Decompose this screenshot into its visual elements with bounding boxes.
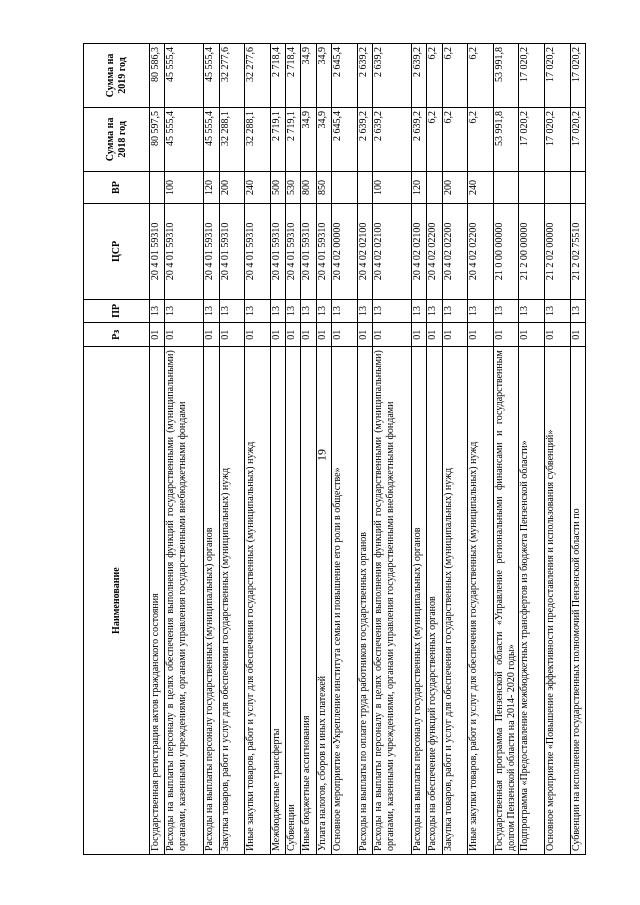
cell-sum-2018: 6,2: [442, 107, 468, 171]
cell-sum-2018: 34,9: [301, 107, 316, 171]
cell-pr: 13: [570, 299, 586, 323]
table-row: [165, 44, 204, 855]
cell-vr: 240: [245, 171, 271, 203]
cell-sum-2019: 6,2: [427, 44, 442, 108]
cell-sum-2019: 17 020,2: [570, 44, 586, 108]
cell-rz: 01: [493, 323, 519, 347]
table-row: [427, 44, 442, 855]
cell-rz: 01: [332, 323, 358, 347]
header-rz: Рз: [84, 323, 150, 347]
cell-sum-2018: 6,2: [468, 107, 494, 171]
cell-sum-2018: 2 645,4: [332, 107, 358, 171]
cell-sum-2018: 2 639,2: [357, 107, 372, 171]
cell-rz: 01: [286, 323, 301, 347]
cell-csr: 20 4 01 59310: [301, 204, 316, 299]
cell-sum-2018: 17 020,2: [544, 107, 570, 171]
cell-sum-2019: 17 020,2: [544, 44, 570, 108]
cell-rz: 01: [301, 323, 316, 347]
cell-sum-2019: 2 639,2: [373, 44, 412, 108]
table-row: [411, 44, 426, 855]
cell-pr: 13: [357, 299, 372, 323]
cell-vr: [332, 171, 358, 203]
cell-csr: 20 4 02 02100: [373, 204, 412, 299]
cell-csr: 20 4 01 59310: [270, 204, 285, 299]
cell-vr: [493, 171, 519, 203]
cell-vr: 240: [468, 171, 494, 203]
cell-csr: 21 2 02 00000: [544, 204, 570, 299]
cell-sum-2019: 2 645,4: [332, 44, 358, 108]
cell-vr: 850: [316, 171, 331, 203]
cell-vr: 200: [219, 171, 245, 203]
cell-pr: 13: [373, 299, 412, 323]
cell-sum-2018: 2 639,2: [411, 107, 426, 171]
table-row: [493, 44, 519, 855]
cell-csr: 20 4 01 59310: [286, 204, 301, 299]
cell-rz: 01: [411, 323, 426, 347]
cell-rz: 01: [373, 323, 412, 347]
cell-name: Основное мероприятие «Укрепление института семьи и повышение его роли в обществе»: [332, 347, 358, 855]
cell-sum-2018: 80 597,5: [150, 107, 165, 171]
cell-name: Иные закупки товаров, работ и услуг для обеспечения государственных (муниципальных) нужд: [468, 347, 494, 855]
cell-name: Расходы на обеспечение функций государственных органов: [427, 347, 442, 855]
cell-name: Межбюджетные трансферты: [270, 347, 285, 855]
header-pr: ПР: [84, 299, 150, 323]
cell-sum-2019: 45 555,4: [165, 44, 204, 108]
cell-sum-2018: 32 288,1: [245, 107, 271, 171]
cell-rz: 01: [427, 323, 442, 347]
cell-pr: 13: [316, 299, 331, 323]
cell-sum-2018: 17 020,2: [519, 107, 545, 171]
page-number: 19: [314, 449, 329, 461]
cell-vr: 100: [165, 171, 204, 203]
cell-sum-2019: 32 277,6: [219, 44, 245, 108]
table-row: [245, 44, 271, 855]
cell-sum-2018: 2 639,2: [373, 107, 412, 171]
cell-sum-2019: 34,9: [316, 44, 331, 108]
table-row: [468, 44, 494, 855]
rotated-table-container: [83, 43, 586, 855]
cell-vr: [519, 171, 545, 203]
cell-pr: 13: [204, 299, 219, 323]
table-row: [286, 44, 301, 855]
table-row: [332, 44, 358, 855]
header-sum-2018: Сумма на 2018 год: [84, 107, 150, 171]
cell-name: Закупка товаров, работ и услуг для обеспечения государственных (муниципальных) нужд: [442, 347, 468, 855]
cell-name: Расходы на выплаты персоналу государственных (муниципальных) органов: [411, 347, 426, 855]
cell-name: Государственная регистрация актов гражданского состояния: [150, 347, 165, 855]
cell-vr: 530: [286, 171, 301, 203]
cell-name: Расходы на выплаты персоналу в целях обеспечения выполнения функций государственными (муниципальными) органами, казенными учреждениями, органами управления государственными внебюджетными фондами: [165, 347, 204, 855]
cell-vr: 500: [270, 171, 285, 203]
table-row: [373, 44, 412, 855]
cell-pr: 13: [493, 299, 519, 323]
cell-name: Иные бюджетные ассигнования: [301, 347, 316, 855]
cell-csr: 21 0 00 00000: [493, 204, 519, 299]
table-body: [150, 44, 586, 855]
cell-pr: 13: [245, 299, 271, 323]
cell-rz: 01: [245, 323, 271, 347]
table-row: [544, 44, 570, 855]
cell-pr: 13: [468, 299, 494, 323]
cell-pr: 13: [332, 299, 358, 323]
cell-csr: 20 4 02 02200: [468, 204, 494, 299]
cell-pr: 13: [427, 299, 442, 323]
cell-sum-2018: 32 288,1: [219, 107, 245, 171]
cell-sum-2018: 2 719,1: [270, 107, 285, 171]
table-row: [204, 44, 219, 855]
cell-csr: 20 4 02 00000: [332, 204, 358, 299]
cell-sum-2019: 2 718,4: [270, 44, 285, 108]
cell-rz: 01: [570, 323, 586, 347]
cell-csr: 20 4 01 59310: [219, 204, 245, 299]
cell-sum-2019: 2 718,4: [286, 44, 301, 108]
cell-name: Закупка товаров, работ и услуг для обеспечения государственных (муниципальных) нужд: [219, 347, 245, 855]
cell-csr: 21 2 00 00000: [519, 204, 545, 299]
cell-vr: [427, 171, 442, 203]
cell-rz: 01: [316, 323, 331, 347]
cell-rz: 01: [219, 323, 245, 347]
cell-rz: 01: [544, 323, 570, 347]
header-sum-2019: Сумма на 2019 год: [84, 44, 150, 108]
budget-table: [83, 43, 586, 855]
table-row: [316, 44, 331, 855]
cell-sum-2019: 34,9: [301, 44, 316, 108]
cell-csr: 20 4 01 59310: [204, 204, 219, 299]
cell-pr: 13: [286, 299, 301, 323]
cell-csr: 20 4 01 59310: [165, 204, 204, 299]
cell-vr: 200: [442, 171, 468, 203]
cell-name: Уплата налогов, сборов и иных платежей: [316, 347, 331, 855]
header-vr: ВР: [84, 171, 150, 203]
cell-pr: 13: [544, 299, 570, 323]
cell-sum-2019: 17 020,2: [519, 44, 545, 108]
cell-csr: 20 4 01 59310: [245, 204, 271, 299]
cell-pr: 13: [165, 299, 204, 323]
header-name: Наименование: [84, 347, 150, 855]
cell-vr: 100: [373, 171, 412, 203]
cell-pr: 13: [150, 299, 165, 323]
cell-csr: 21 2 02 75510: [570, 204, 586, 299]
table-row: [519, 44, 545, 855]
cell-sum-2018: 6,2: [427, 107, 442, 171]
cell-vr: 120: [204, 171, 219, 203]
cell-sum-2018: 2 719,1: [286, 107, 301, 171]
cell-vr: [570, 171, 586, 203]
cell-name: Подпрограмма «Предоставление межбюджетных трансфертов из бюджета Пензенской области»: [519, 347, 545, 855]
table-row: [150, 44, 165, 855]
cell-sum-2018: 45 555,4: [204, 107, 219, 171]
table-row: [570, 44, 586, 855]
cell-csr: 20 4 02 02100: [411, 204, 426, 299]
cell-name: Государственная программа Пензенской области «Управление региональными финансами и государственным долгом Пензенской области на 2014- 2020 годы»: [493, 347, 519, 855]
table-row: [442, 44, 468, 855]
cell-pr: 13: [411, 299, 426, 323]
cell-sum-2019: 2 639,2: [411, 44, 426, 108]
cell-rz: 01: [442, 323, 468, 347]
cell-rz: 01: [204, 323, 219, 347]
cell-pr: 13: [270, 299, 285, 323]
cell-sum-2019: 80 586,3: [150, 44, 165, 108]
cell-rz: 01: [165, 323, 204, 347]
cell-name: Основное мероприятие «Повышение эффективности предоставления и использования субвенций»: [544, 347, 570, 855]
cell-name: Расходы на выплаты персоналу в целях обеспечения выполнения функций государственными (муниципальными) органами, казенными учреждениями, органами управления государственными внебюджетными фондами: [373, 347, 412, 855]
cell-csr: 20 4 01 59310: [150, 204, 165, 299]
cell-rz: 01: [357, 323, 372, 347]
cell-sum-2019: 6,2: [442, 44, 468, 108]
cell-sum-2019: 2 639,2: [357, 44, 372, 108]
cell-sum-2019: 53 991,8: [493, 44, 519, 108]
cell-sum-2019: 32 277,6: [245, 44, 271, 108]
cell-name: Расходы на выплаты по оплате труда работников государственных органов: [357, 347, 372, 855]
cell-csr: 20 4 01 59310: [316, 204, 331, 299]
cell-sum-2019: 6,2: [468, 44, 494, 108]
cell-csr: 20 4 02 02200: [442, 204, 468, 299]
cell-pr: 13: [219, 299, 245, 323]
cell-name: Иные закупки товаров, работ и услуг для обеспечения государственных (муниципальных) нужд: [245, 347, 271, 855]
cell-name: Субвенции на исполнение государственных полномочий Пензенской области по: [570, 347, 586, 855]
cell-sum-2018: 45 555,4: [165, 107, 204, 171]
cell-rz: 01: [150, 323, 165, 347]
cell-vr: [544, 171, 570, 203]
cell-rz: 01: [519, 323, 545, 347]
cell-vr: 120: [411, 171, 426, 203]
cell-name: Субвенции: [286, 347, 301, 855]
cell-pr: 13: [442, 299, 468, 323]
cell-csr: 20 4 02 02100: [357, 204, 372, 299]
cell-sum-2019: 45 555,4: [204, 44, 219, 108]
cell-rz: 01: [468, 323, 494, 347]
cell-vr: [357, 171, 372, 203]
cell-rz: 01: [270, 323, 285, 347]
cell-sum-2018: 17 020,2: [570, 107, 586, 171]
table-row: [219, 44, 245, 855]
header-csr: ЦСР: [84, 204, 150, 299]
table-header-row: [84, 44, 150, 855]
table-row: [301, 44, 316, 855]
cell-csr: 20 4 02 02200: [427, 204, 442, 299]
cell-pr: 13: [519, 299, 545, 323]
cell-vr: [150, 171, 165, 203]
cell-pr: 13: [301, 299, 316, 323]
table-row: [357, 44, 372, 855]
cell-sum-2018: 34,9: [316, 107, 331, 171]
cell-sum-2018: 53 991,8: [493, 107, 519, 171]
cell-name: Расходы на выплаты персоналу государственных (муниципальных) органов: [204, 347, 219, 855]
table-row: [270, 44, 285, 855]
cell-vr: 800: [301, 171, 316, 203]
